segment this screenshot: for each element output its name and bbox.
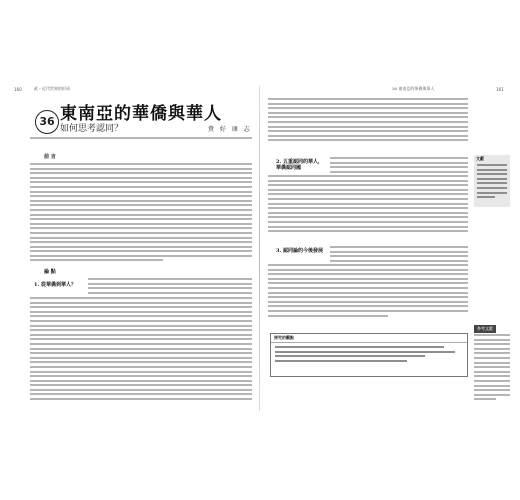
right-running-head: 36 東南亞的華僑與華人 bbox=[392, 86, 435, 91]
right-mid-side-lines bbox=[330, 157, 468, 175]
intro-paragraph-lines bbox=[30, 163, 252, 264]
sidebar-note-box bbox=[474, 155, 510, 207]
right-lower-lines bbox=[268, 264, 468, 319]
right-mid-lines bbox=[268, 175, 468, 235]
section-heading-arguments: 論 點 bbox=[44, 269, 56, 275]
abstract-lines bbox=[30, 137, 252, 142]
left-page-number: 160 bbox=[14, 87, 22, 92]
sidebar-label: 文獻 bbox=[476, 156, 484, 161]
right-lower-side-lines bbox=[330, 246, 468, 264]
sidebar-reference-lines bbox=[474, 334, 510, 403]
review-box-title: 探究的觀點 bbox=[271, 334, 467, 343]
callout-label-1: 1. 從華僑到華人？ bbox=[34, 282, 76, 288]
right-page-number: 161 bbox=[496, 87, 504, 92]
author-name: 貴 好 康 志 bbox=[208, 126, 252, 133]
chapter-title: 東南亞的華僑與華人 bbox=[60, 104, 222, 124]
argument-lines bbox=[30, 297, 252, 403]
review-box bbox=[270, 333, 468, 377]
chapter-number-badge: 36 bbox=[35, 110, 59, 134]
chapter-subtitle: 如何思考認同？ bbox=[60, 124, 124, 134]
right-top-lines bbox=[268, 98, 468, 144]
section-heading-intro: 前 言 bbox=[44, 154, 56, 160]
left-running-head: 貳・近代世界的形成 bbox=[34, 86, 70, 91]
sidebar-references-head: 參考文獻 bbox=[474, 325, 496, 333]
callout-label-3: 3. 認同論的今後發展 bbox=[276, 248, 323, 254]
argument-lines-side bbox=[88, 278, 252, 296]
callout-label-2: 2. 五重認同的華人，華僑認同國 bbox=[276, 159, 323, 171]
